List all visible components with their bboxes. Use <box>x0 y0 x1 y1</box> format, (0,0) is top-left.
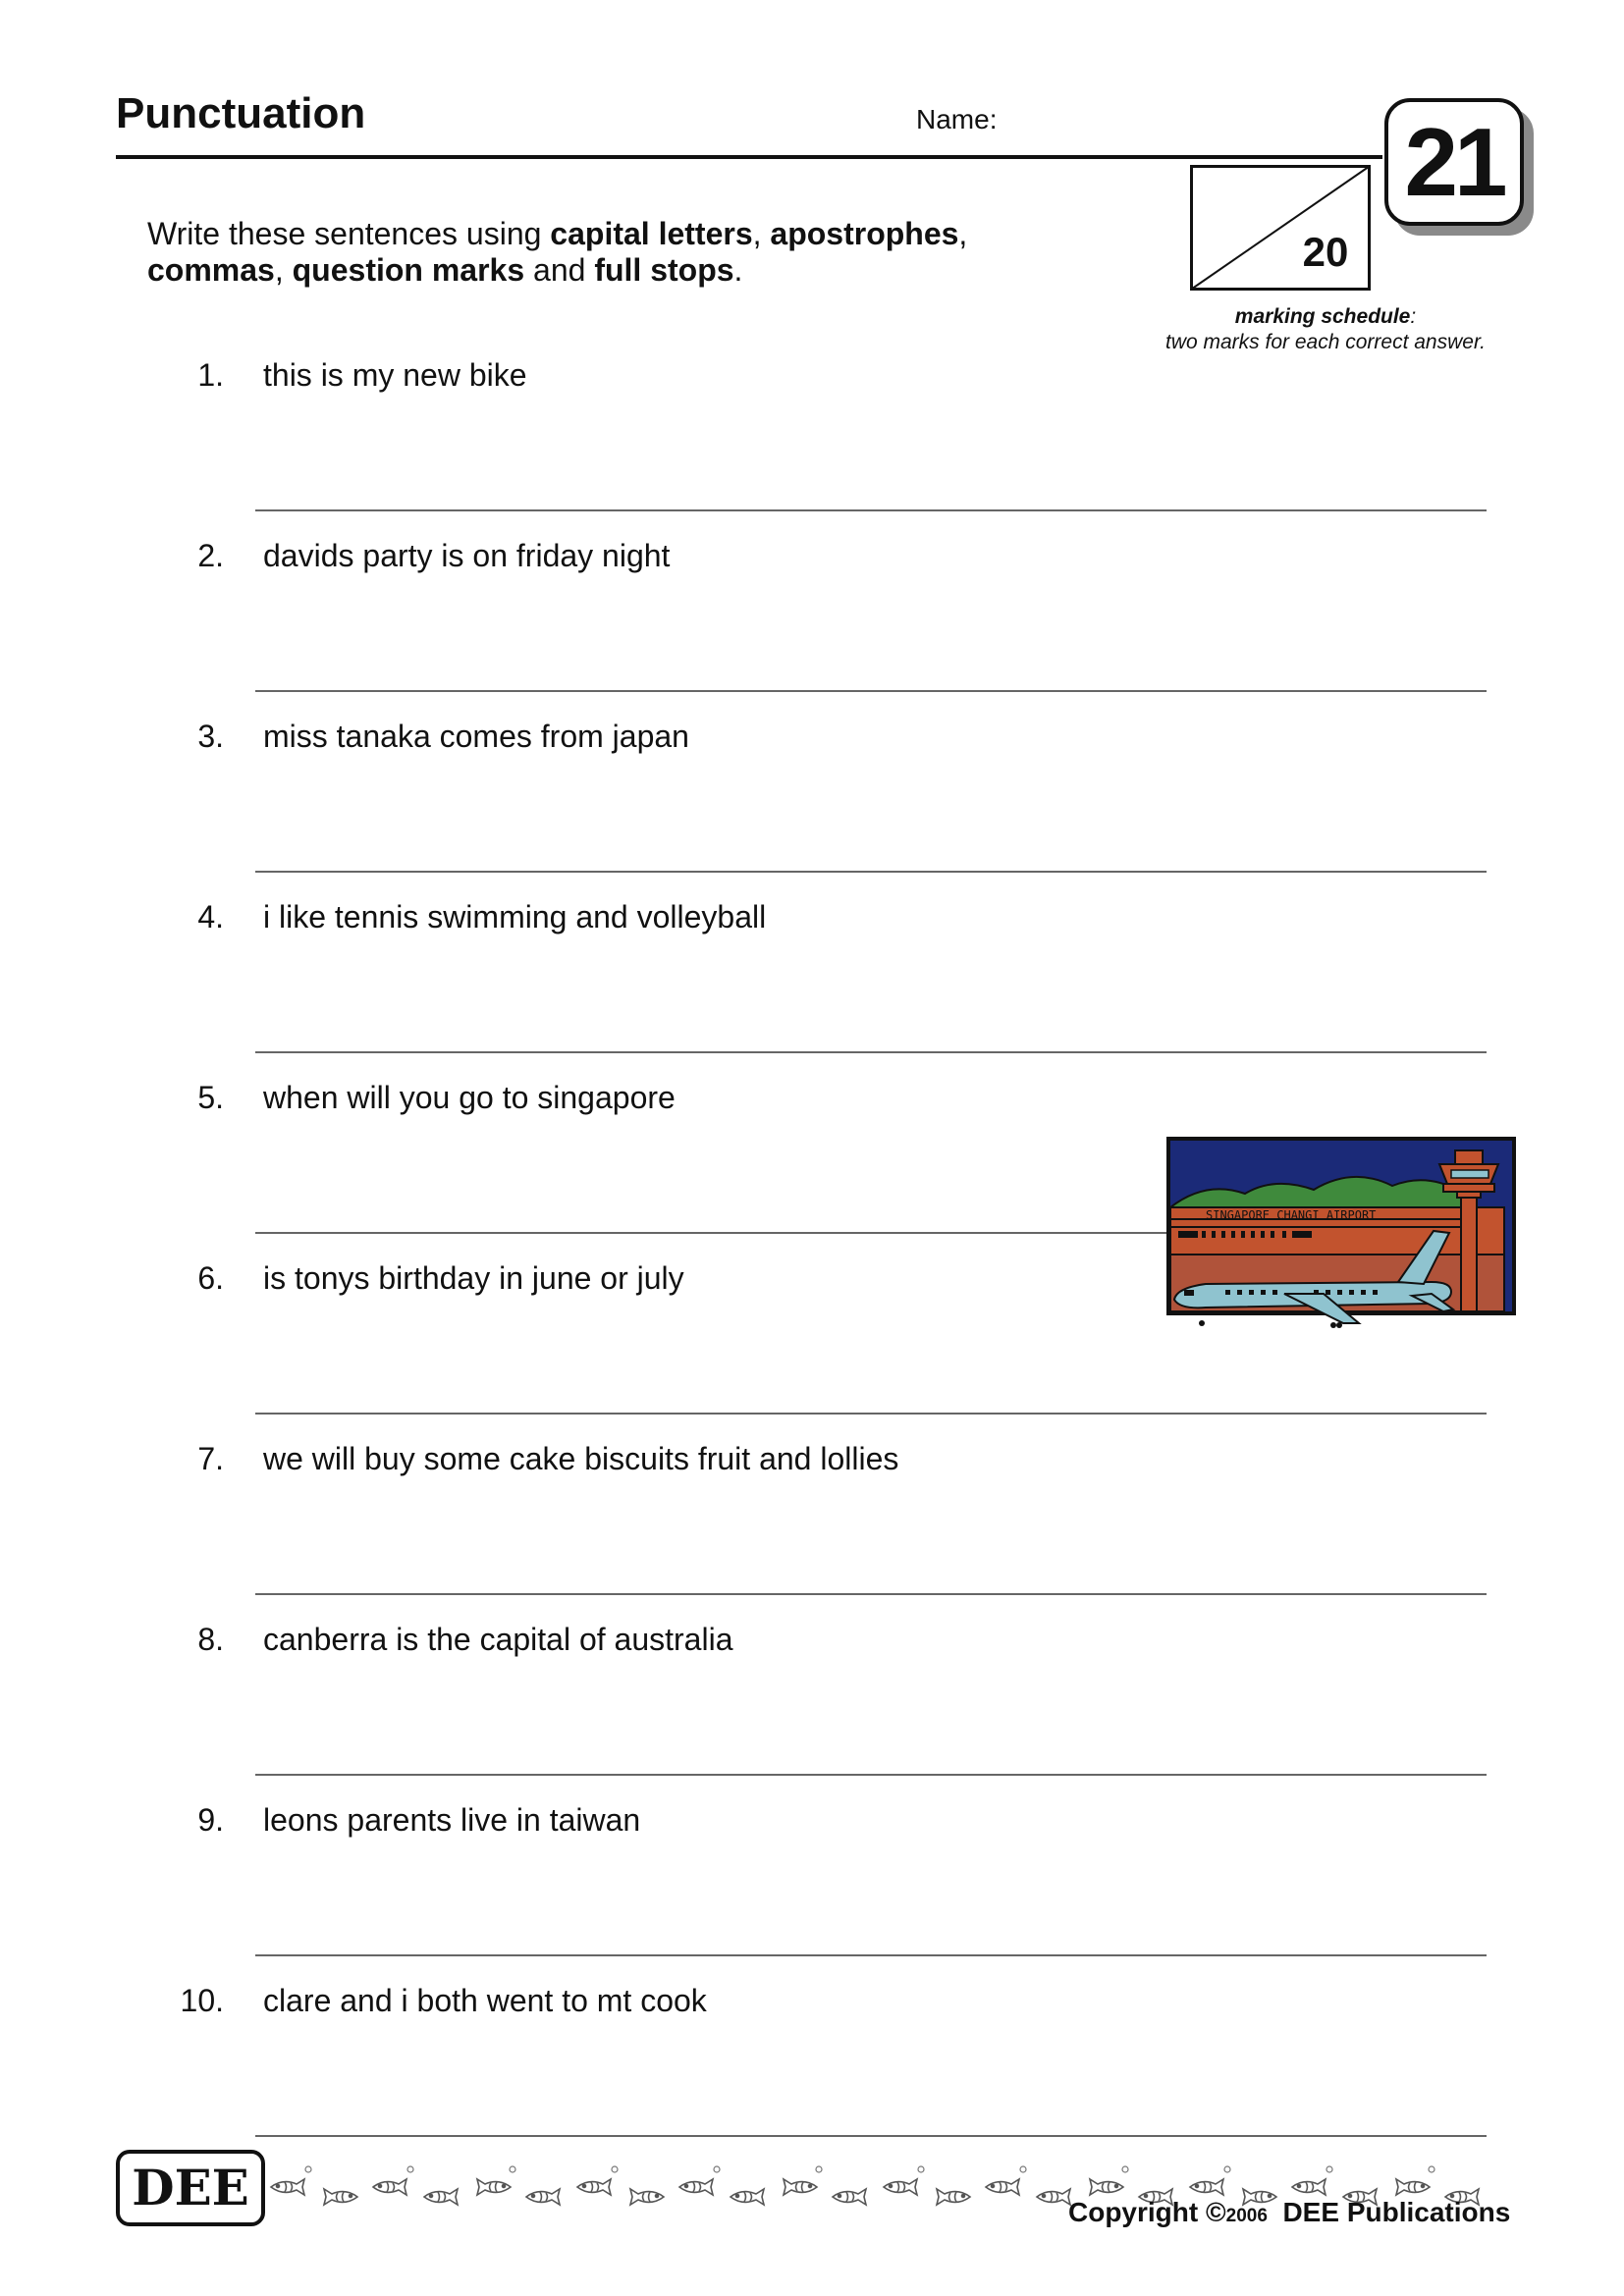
fish-icon <box>630 2189 664 2205</box>
fish-icon <box>477 2179 511 2195</box>
page-title: Punctuation <box>116 89 366 137</box>
fish-icon <box>526 2189 560 2205</box>
instructions: Write these sentences using capital letters, apostrophes, commas, question marks and full stops. <box>147 216 968 288</box>
bubble-icon <box>714 2166 720 2172</box>
question-text: this is my new bike <box>263 357 527 393</box>
answer-line[interactable] <box>255 1954 1487 1956</box>
fish-icon <box>1037 2189 1070 2205</box>
question-number: 10. <box>180 1983 224 2018</box>
answer-line[interactable] <box>255 1413 1487 1415</box>
marking-schedule-title: marking schedule: <box>1234 305 1417 328</box>
fish-icon <box>577 2179 611 2195</box>
answer-line[interactable] <box>255 690 1487 692</box>
control-tower <box>1461 1196 1477 1311</box>
answer-line[interactable] <box>255 509 1487 511</box>
answer-line[interactable] <box>255 1051 1487 1053</box>
airport-illustration <box>1166 1137 1516 1329</box>
bubble-icon <box>612 2166 618 2172</box>
question-text: is tonys birthday in june or july <box>263 1260 684 1296</box>
airport-sign: SINGAPORE CHANGI AIRPORT <box>1206 1208 1377 1222</box>
fish-icon <box>784 2179 817 2195</box>
question-number: 3. <box>197 719 224 754</box>
worksheet-number-badge: 21 <box>1384 98 1524 226</box>
fish-icon <box>1292 2179 1326 2195</box>
question-text: clare and i both went to mt cook <box>263 1983 707 2018</box>
fish-icon <box>884 2179 917 2195</box>
bubble-icon <box>305 2166 311 2172</box>
answer-line[interactable] <box>255 1593 1487 1595</box>
question-text: leons parents live in taiwan <box>263 1802 641 1838</box>
fish-icon <box>324 2189 357 2205</box>
fish-icon <box>1396 2179 1430 2195</box>
bubble-icon <box>1224 2166 1230 2172</box>
fish-icon <box>271 2179 304 2195</box>
question-number: 8. <box>197 1622 224 1657</box>
bubble-icon <box>1122 2166 1128 2172</box>
answer-line[interactable] <box>255 2135 1487 2137</box>
answer-line[interactable] <box>255 871 1487 873</box>
question-number: 2. <box>197 538 224 573</box>
answer-line[interactable] <box>255 1774 1487 1776</box>
bubble-icon <box>407 2166 413 2172</box>
bubble-icon <box>816 2166 822 2172</box>
marking-schedule-description: two marks for each correct answer. <box>1165 331 1486 353</box>
question-text: canberra is the capital of australia <box>263 1622 733 1657</box>
copyright: Copyright ©2006 DEE Publications <box>1068 2197 1511 2227</box>
header-rule <box>116 155 1382 159</box>
question-text: we will buy some cake biscuits fruit and lollies <box>263 1441 899 1476</box>
bubble-icon <box>918 2166 924 2172</box>
fish-icon <box>986 2179 1019 2195</box>
question-text: davids party is on friday night <box>263 538 671 573</box>
score-total: 20 <box>1302 229 1349 275</box>
name-label: Name: <box>916 104 998 134</box>
question-text: i like tennis swimming and volleyball <box>263 899 767 934</box>
question-text: miss tanaka comes from japan <box>263 719 689 754</box>
bubble-icon <box>1020 2166 1026 2172</box>
fish-icon <box>1090 2179 1123 2195</box>
question-number: 6. <box>197 1260 224 1296</box>
fish-icon <box>373 2179 406 2195</box>
fish-icon <box>937 2189 970 2205</box>
bubble-icon <box>1429 2166 1435 2172</box>
fish-icon <box>679 2179 713 2195</box>
fish-icon <box>1190 2179 1223 2195</box>
bubble-icon <box>1326 2166 1332 2172</box>
bubble-icon <box>510 2166 515 2172</box>
fish-icon <box>424 2189 458 2205</box>
question-number: 5. <box>197 1080 224 1115</box>
question-number: 4. <box>197 899 224 934</box>
question-text: when will you go to singapore <box>263 1080 676 1115</box>
question-number: 7. <box>197 1441 224 1476</box>
dee-logo: DEE <box>116 2150 265 2226</box>
question-number: 9. <box>197 1802 224 1838</box>
question-number: 1. <box>197 357 224 393</box>
fish-icon <box>833 2189 866 2205</box>
fish-icon <box>731 2189 764 2205</box>
